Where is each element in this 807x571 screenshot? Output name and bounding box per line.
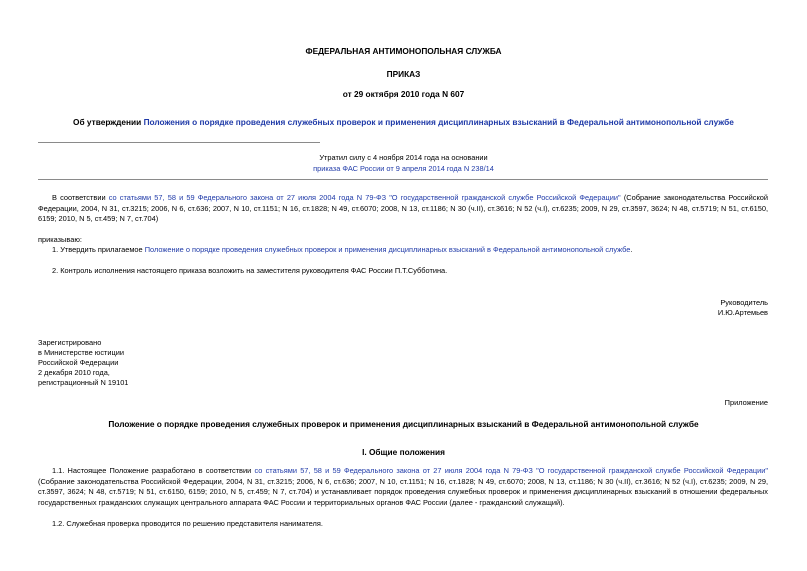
paragraph-1-1-prefix: 1.1. Настоящее Положение разработано в соответствии	[52, 466, 255, 475]
order-label: приказываю:	[38, 235, 82, 244]
doc-type: ПРИКАЗ	[386, 69, 421, 79]
order-item-1-link[interactable]: Положение о порядке проведения служебных проверок и применения дисциплинарных взысканий в Федеральной антимонопольной службе	[144, 245, 631, 254]
appendix-title: Положение о порядке проведения служебных проверок и применения дисциплинарных взысканий в Федеральной антимонопольной службе	[108, 419, 699, 429]
doc-date-number: от 29 октября 2010 года N 607	[342, 89, 465, 99]
appendix-paragraph-1-1	[38, 466, 768, 508]
preamble-law-link[interactable]: со статьями 57, 58 и 59 Федерального закона от 27 июля 2004 года N 79-ФЗ "О государственной гражданской службе Российской Федерации"	[108, 193, 621, 202]
order-item-2: 2. Контроль исполнения настоящего приказа возложить на заместителя руководителя ФАС России П.Т.Субботина.	[52, 266, 448, 275]
section-heading: I. Общие положения	[362, 447, 445, 457]
order-item-1-suffix: .	[630, 245, 633, 254]
registration-line-2: в Министерстве юстиции	[38, 348, 125, 357]
order-item-1-prefix: 1. Утвердить прилагаемое	[52, 245, 145, 254]
doc-title-link[interactable]: Положения о порядке проведения служебных проверок и применения дисциплинарных взысканий в Федеральной антимонопольной службе	[143, 117, 734, 127]
doc-title	[0, 117, 807, 127]
paragraph-1-1-law-link[interactable]: со статьями 57, 58 и 59 Федерального закона от 27 июля 2004 года N 79-ФЗ "О государственной гражданской службе Российской Федерации"	[254, 466, 768, 475]
appendix-paragraph-1-2: 1.2. Служебная проверка проводится по решению представителя нанимателя.	[52, 519, 323, 528]
preamble-text-1: В соответствии	[52, 193, 109, 202]
registration-line-5: регистрационный N 19101	[38, 378, 129, 387]
preamble-text-2: (Собрание законодательства Российской Федерации, 2004, N 31, ст.3215; 2006, N 6, ст.636; 2007, N 10, ст.1151; N 16, ст.1828; N 49, ст.6070; 2008, N 13, ст.1186; N 30 (ч.II), ст.3616; N 52 (ч.I), ст.6235; 2009, N 29, ст.3597, 3624; N 48, ст.5719; N 51, ст.6150, 6159; 2010, N 5, ст.459; N 7, ст.704)	[38, 193, 769, 224]
registration-line-3: Российской Федерации	[38, 358, 119, 367]
preamble-paragraph	[38, 193, 768, 225]
status-divider	[38, 179, 768, 180]
signature-name: И.Ю.Артемьев	[717, 308, 768, 317]
agency-name: ФЕДЕРАЛЬНАЯ АНТИМОНОПОЛЬНАЯ СЛУЖБА	[305, 46, 502, 56]
title-divider	[38, 142, 320, 143]
doc-title-prefix: Об утверждении	[73, 117, 144, 127]
status-link[interactable]: приказа ФАС России от 9 апреля 2014 года N 238/14	[313, 164, 494, 173]
registration-line-4: 2 декабря 2010 года,	[38, 368, 110, 377]
paragraph-1-1-suffix: (Собрание законодательства Российской Федерации, 2004, N 31, ст.3215; 2006, N 6, ст.636; 2007, N 10, ст.1151; N 16, ст.1828; N 49, ст.6070; 2008, N 13, ст.1186; N 30 (ч.II), ст.3616; N 52 (ч.I), ст.6235; 2009, N 29, ст.3597, 3624; N 48, ст.5719; N 51, ст.6150, 6159; 2010, N 5, ст.459; N 7, ст.704) и устанавливает порядок проведения служебных проверок и применения дисциплинарных взысканий в отношении федеральных государственных гражданских служащих центрального аппарата ФАС России и территориальных органов ФАС России (далее - гражданский служащий).	[38, 476, 768, 507]
status-line: Утратил силу с 4 ноября 2014 года на основании	[319, 153, 488, 162]
order-item-1	[52, 245, 632, 256]
appendix-label: Приложение	[724, 398, 768, 407]
registration-line-1: Зарегистрировано	[38, 338, 102, 347]
signature-role: Руководитель	[720, 298, 768, 307]
